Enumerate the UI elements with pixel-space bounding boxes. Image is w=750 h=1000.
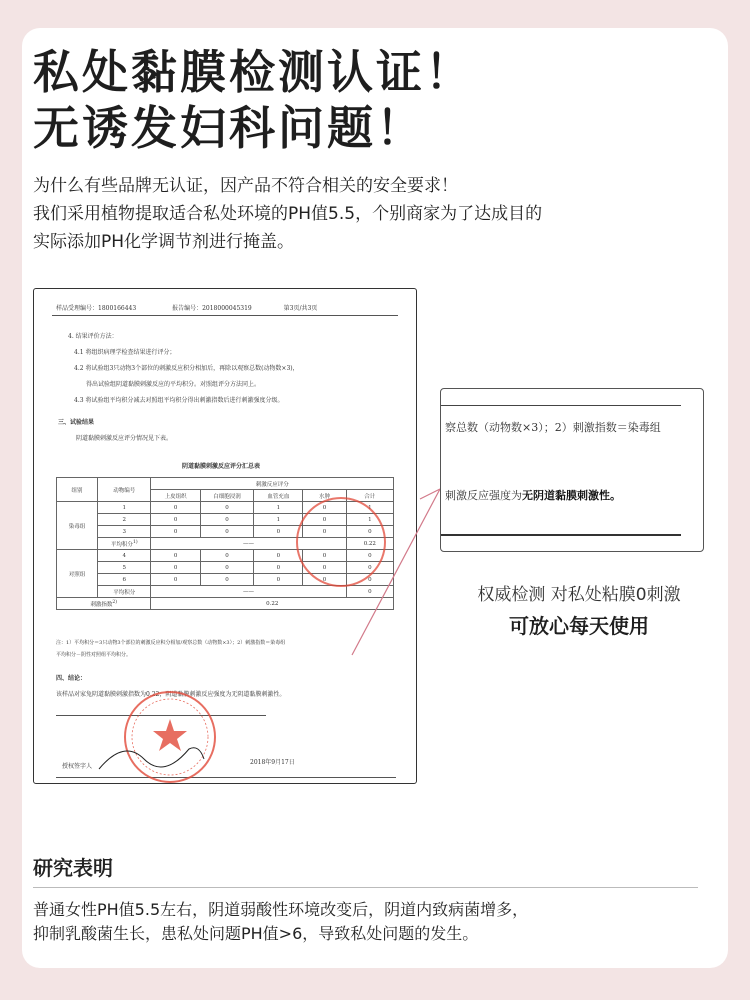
section-4-1: 4.1 将组织病理学检查结果进行评分； [74, 349, 176, 356]
col-vascular: 血管充血 [254, 490, 303, 502]
col-epithelium: 上皮组织 [151, 490, 200, 502]
research-line-1: 普通女性PH值5.5左右，阴道弱酸性环境改变后，阴道内致病菌增多， [33, 900, 529, 919]
section-4: 4. 结果评价方法： [68, 333, 118, 340]
signer-label: 授权签字人 [62, 763, 93, 770]
table-title: 阴道黏膜刺激反应评分汇总表 [182, 463, 261, 470]
research-line-2: 抑制乳酸菌生长，患私处问题PH值>6，导致私处问题的发生。 [33, 924, 479, 943]
group-control: 对照组 [57, 550, 98, 598]
section-4-2b: 得出试验组阴道黏膜刺激反应的平均积分。对照组评分方法同上。 [86, 381, 261, 388]
report-number: 报告编号：2018000045319 [172, 305, 252, 312]
table-row: 染毒组 1 0 0 1 0 1 [57, 502, 394, 514]
col-animal: 动物编号 [98, 478, 151, 502]
caption-line-2: 可放心每天使用 [509, 614, 649, 638]
col-edema: 水肿 [303, 490, 346, 502]
report-date: 2018年9月17日 [250, 759, 295, 766]
zoom-rule-bottom [441, 534, 681, 536]
col-leukocyte: 白细胞浸润 [200, 490, 253, 502]
page-number: 第3页/共3页 [283, 305, 318, 312]
table-row: 对照组 4 0 0 0 0 0 [57, 550, 394, 562]
group-test: 染毒组 [57, 502, 98, 550]
research-title: 研究表明 [33, 856, 113, 880]
conclusion-text: 该样品对家兔阴道黏膜刺激指数为0.22，阴道黏膜刺激反应强度为无阴道黏膜刺激性。 [56, 691, 286, 698]
table-row: 2 0 0 1 0 1 [57, 514, 394, 526]
research-text [33, 898, 703, 946]
table-row: 5 0 0 0 0 0 [57, 562, 394, 574]
table-row: 6 0 0 0 0 0 [57, 574, 394, 586]
section-4-2: 4.2 将试验组3只动物3个部位的刺激反应积分相加后，再除以观察总数(动物数×3)， [74, 365, 299, 372]
caption-line-1: 权威检测 对私处粘膜0刺激 [477, 585, 681, 605]
col-group: 组别 [57, 478, 98, 502]
col-score: 刺激反应评分 [151, 478, 394, 490]
intro-line-2: 我们采用植物提取适合私处环境的PH值5.5，个别商家为了达成目的 [33, 204, 543, 224]
section-4-3: 4.3 将试验组平均积分减去对照组平均积分得出刺激指数后进行刺激强度分级。 [74, 397, 284, 404]
research-divider [33, 887, 698, 888]
headline-line-1: 私处黏膜检测认证！ [33, 45, 474, 99]
zoom-rule-top [441, 405, 681, 406]
section-conclusion: 四、结论： [56, 675, 87, 682]
table-note-1: 注：1）平均积分＝3只动物3个部位的刺激反应积分相加/观察总数（动物数×3）；2）刺激指数＝染毒组 [56, 640, 286, 646]
headline-line-2: 无诱发妇科问题！ [33, 101, 425, 155]
zoom-line-1: 察总数（动物数×3）；2）刺激指数＝染毒组 [445, 421, 661, 434]
intro-line-1: 为什么有些品牌无认证，因产品不符合相关的安全要求！ [33, 176, 458, 196]
zoom-panel [440, 388, 704, 552]
table-row: 3 0 0 0 0 0 [57, 526, 394, 538]
zoom-line-2: 刺激反应强度为无阴道黏膜刺激性。 [445, 489, 621, 502]
section-3: 三、试验结果 [58, 419, 95, 426]
table-row: 平均积分 —— 0 [57, 586, 394, 598]
sample-number: 样品受理编号：1800166443 [56, 305, 137, 312]
intro-line-3: 实际添加PH化学调节剂进行掩盖。 [33, 232, 295, 252]
table-row: 刺激指数$^{2)}$ 0.22 [57, 598, 394, 610]
col-total: 合计 [346, 490, 393, 502]
table-note-2: 平均积分－阴性对照组平均积分。 [56, 652, 132, 658]
section-3-desc: 阴道黏膜刺激反应评分情况见下表。 [76, 435, 173, 442]
table-row: 平均积分$^{1)}$ —— 0.22 [57, 538, 394, 550]
